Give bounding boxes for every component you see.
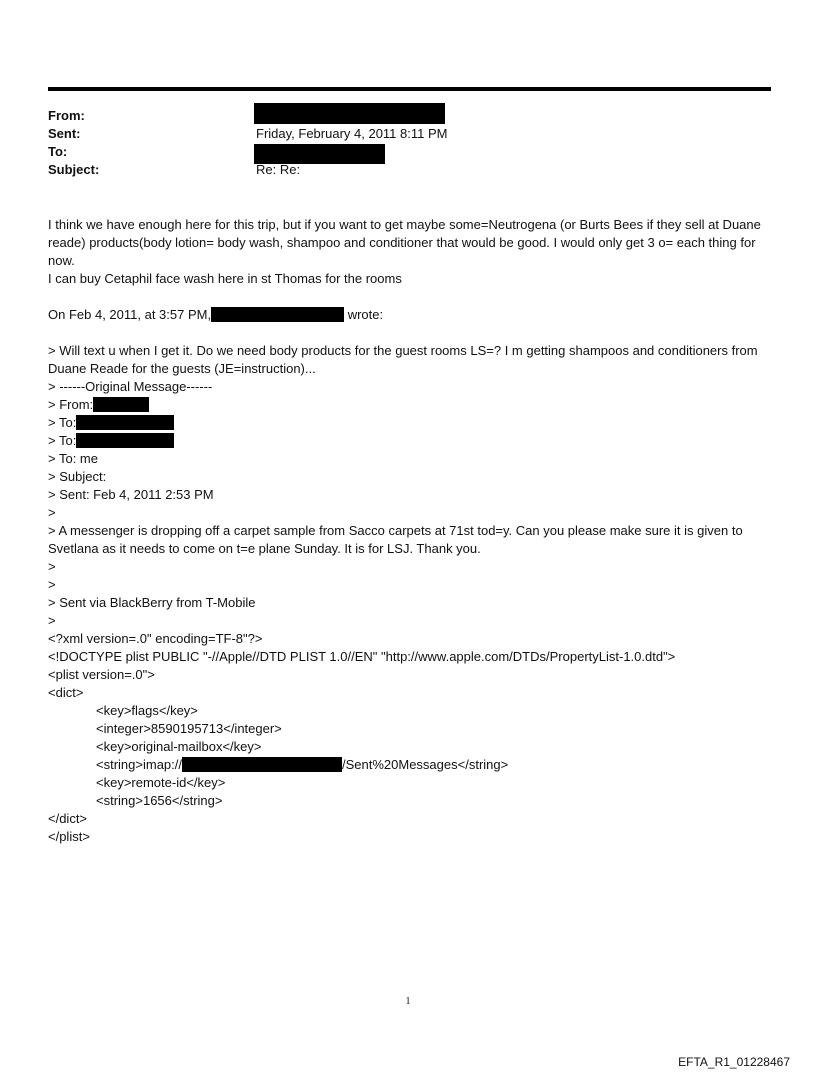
quoted-from [48, 396, 768, 414]
quoted-to [48, 432, 768, 450]
xml-line: </plist> [48, 829, 90, 844]
quoted-from-redaction [93, 397, 149, 412]
quoted-from-label: > From: [48, 397, 94, 412]
from-redaction [254, 103, 445, 124]
xml-line: <?xml version=.0" encoding=TF-8"?> [48, 631, 263, 646]
to-label: To: [48, 144, 68, 159]
quoted-to-label: > To: [48, 415, 77, 430]
document-id: EFTA_R1_01228467 [678, 1055, 790, 1069]
quoted-line: > [48, 577, 56, 592]
reply-attribution [48, 306, 768, 324]
imap-suffix: /Sent%20Messages</string> [342, 757, 509, 772]
xml-line: <string>1656</string> [96, 793, 223, 808]
xml-line: <!DOCTYPE plist PUBLIC "-//Apple//DTD PLIST 1.0//EN" "http://www.apple.com/DTDs/PropertyList-1.0.dtd"> [48, 649, 676, 664]
xml-imap-line [48, 756, 768, 774]
xml-line: <integer>8590195713</integer> [96, 721, 282, 736]
quoted-line: > [48, 613, 56, 628]
quoted-line: > Will text u when I get it. Do we need body products for the guest rooms LS=? I m getting shampoos and conditioners from Duane Reade for the guests (JE=instruction)... [48, 343, 758, 376]
xml-line: <key>flags</key> [96, 703, 198, 718]
quoted-line: > [48, 505, 56, 520]
body-paragraph: I think we have enough here for this trip, but if you want to get maybe some=Neutrogena (or Burts Bees if they sell at Duane reade) products(body lotion= body wash, shampoo and conditioner that would be good. I would only get 3 o= each thing for now. [48, 217, 761, 268]
imap-redaction [182, 757, 342, 772]
quoted-line: > Sent: Feb 4, 2011 2:53 PM [48, 487, 214, 502]
sent-value: Friday, February 4, 2011 8:11 PM [256, 126, 448, 141]
subject-value: Re: Re: [256, 162, 301, 177]
quoted-to-redaction [76, 433, 174, 448]
page-number: 1 [405, 996, 411, 1007]
xml-line: <key>original-mailbox</key> [96, 739, 262, 754]
quoted-to-redaction [76, 415, 174, 430]
message-body [48, 216, 768, 846]
from-label: From: [48, 108, 85, 123]
sent-label: Sent: [48, 126, 81, 141]
quoted-to-label: > To: [48, 433, 77, 448]
sender-redaction [211, 307, 344, 322]
quoted-line: > ------Original Message------ [48, 379, 213, 394]
xml-line: <key>remote-id</key> [96, 775, 226, 790]
body-line: I can buy Cetaphil face wash here in st Thomas for the rooms [48, 271, 402, 286]
xml-line: <dict> [48, 685, 84, 700]
attribution-suffix: wrote: [344, 307, 384, 322]
xml-line: </dict> [48, 811, 88, 826]
quoted-line: > A messenger is dropping off a carpet sample from Sacco carpets at 71st tod=y. Can you please make sure it is given to Svetlana as it needs to come on t=e plane Sunday. It is for LSJ. Thank you. [48, 523, 743, 556]
imap-prefix: <string>imap:// [96, 757, 182, 772]
xml-line: <plist version=.0"> [48, 667, 155, 682]
quoted-line: > [48, 559, 56, 574]
attribution-prefix: On Feb 4, 2011, at 3:57 PM, [48, 307, 212, 322]
quoted-line: > Subject: [48, 469, 107, 484]
subject-label: Subject: [48, 162, 100, 177]
quoted-to [48, 414, 768, 432]
quoted-line: > To: me [48, 451, 98, 466]
header-rule [48, 87, 771, 91]
quoted-line: > Sent via BlackBerry from T-Mobile [48, 595, 256, 610]
